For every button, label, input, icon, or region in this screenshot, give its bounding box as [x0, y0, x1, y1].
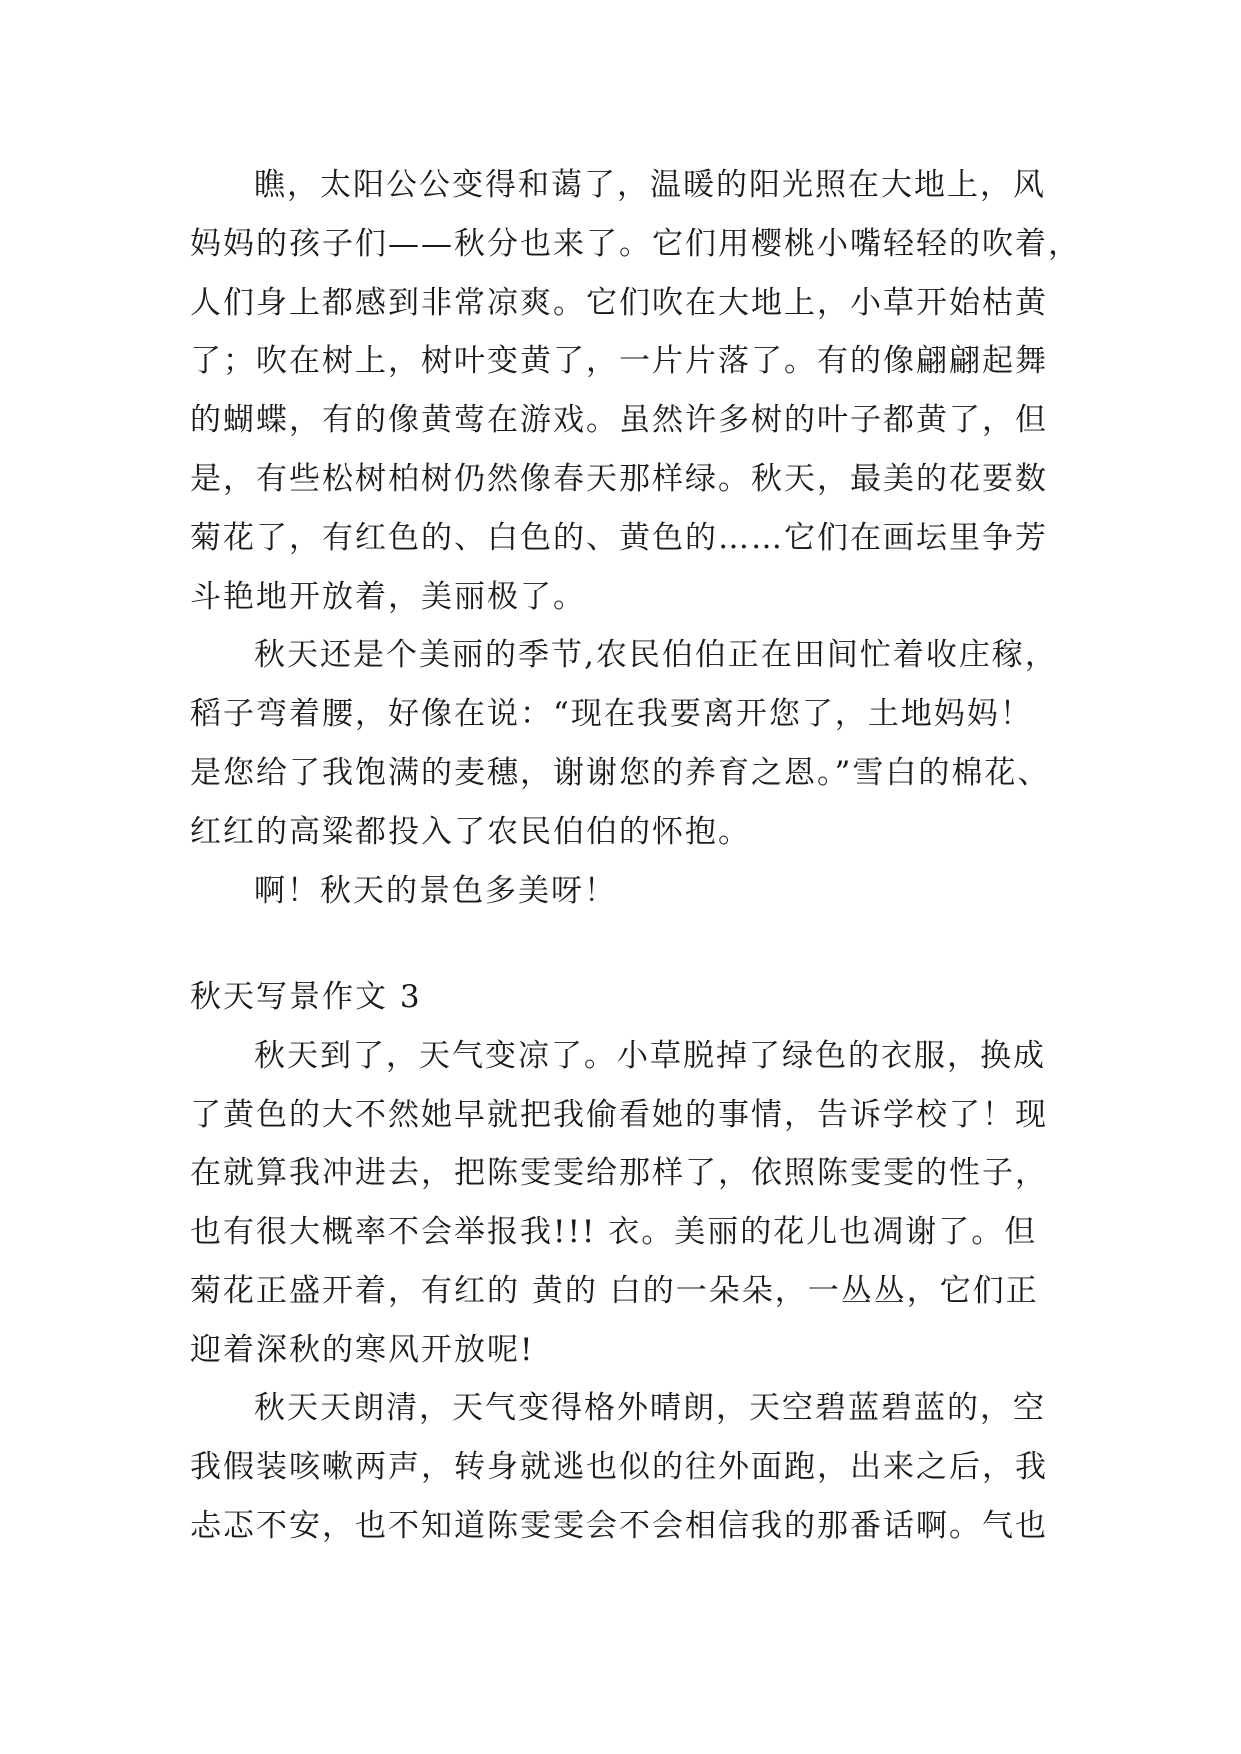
- text-line: 也有很大概率不会举报我!!! 衣。美丽的花儿也凋谢了。但: [190, 1214, 1038, 1250]
- text-line: 秋天还是个美丽的季节,农民伯伯正在田间忙着收庄稼，: [254, 637, 1058, 673]
- text-line: 红红的高粱都投入了农民伯伯的怀抱。: [190, 814, 751, 850]
- text-line: 秋天天朗清，天气变得格外晴朗，天空碧蓝碧蓝的，空: [254, 1390, 1046, 1426]
- text-line: 啊！秋天的景色多美呀！: [254, 873, 617, 909]
- text-line: 菊花正盛开着，有红的 黄的 白的一朵朵，一丛丛，它们正: [190, 1273, 1039, 1309]
- text-line: 斗艳地开放着，美丽极了。: [190, 579, 586, 615]
- text-line: 瞧，太阳公公变得和蔼了，温暖的阳光照在大地上，风: [254, 167, 1046, 203]
- text-line: 是您给了我饱满的麦穗，谢谢您的养育之恩。”雪白的棉花、: [190, 755, 1051, 791]
- text-line: 人们身上都感到非常凉爽。它们吹在大地上，小草开始枯黄: [190, 285, 1048, 321]
- text-line: 的蝴蝶，有的像黄莺在游戏。虽然许多树的叶子都黄了，但: [190, 402, 1048, 438]
- text-line: 稻子弯着腰，好像在说：“现在我要离开您了，土地妈妈！: [190, 696, 1033, 732]
- text-line: 迎着深秋的寒风开放呢!: [190, 1332, 535, 1368]
- text-line: 妈妈的孩子们——秋分也来了。它们用樱桃小嘴轻轻的吹着，: [190, 226, 1081, 262]
- text-line: 在就算我冲进去，把陈雯雯给那样了，依照陈雯雯的性子，: [190, 1155, 1048, 1191]
- section-heading: 秋天写景作文 3: [190, 979, 422, 1015]
- text-line: 了；吹在树上，树叶变黄了，一片片落了。有的像翩翩起舞: [190, 343, 1048, 379]
- text-line: 我假装咳嗽两声，转身就逃也似的往外面跑，出来之后，我: [190, 1449, 1048, 1485]
- text-line: 菊花了，有红色的、白色的、黄色的……它们在画坛里争芳: [190, 520, 1048, 556]
- text-line: 了黄色的大不然她早就把我偷看她的事情，告诉学校了！现: [190, 1097, 1048, 1133]
- text-line: 是，有些松树柏树仍然像春天那样绿。秋天，最美的花要数: [190, 461, 1048, 497]
- text-line: 秋天到了，天气变凉了。小草脱掉了绿色的衣服，换成: [254, 1038, 1046, 1074]
- text-line: 忐忑不安，也不知道陈雯雯会不会相信我的那番话啊。气也: [190, 1508, 1048, 1544]
